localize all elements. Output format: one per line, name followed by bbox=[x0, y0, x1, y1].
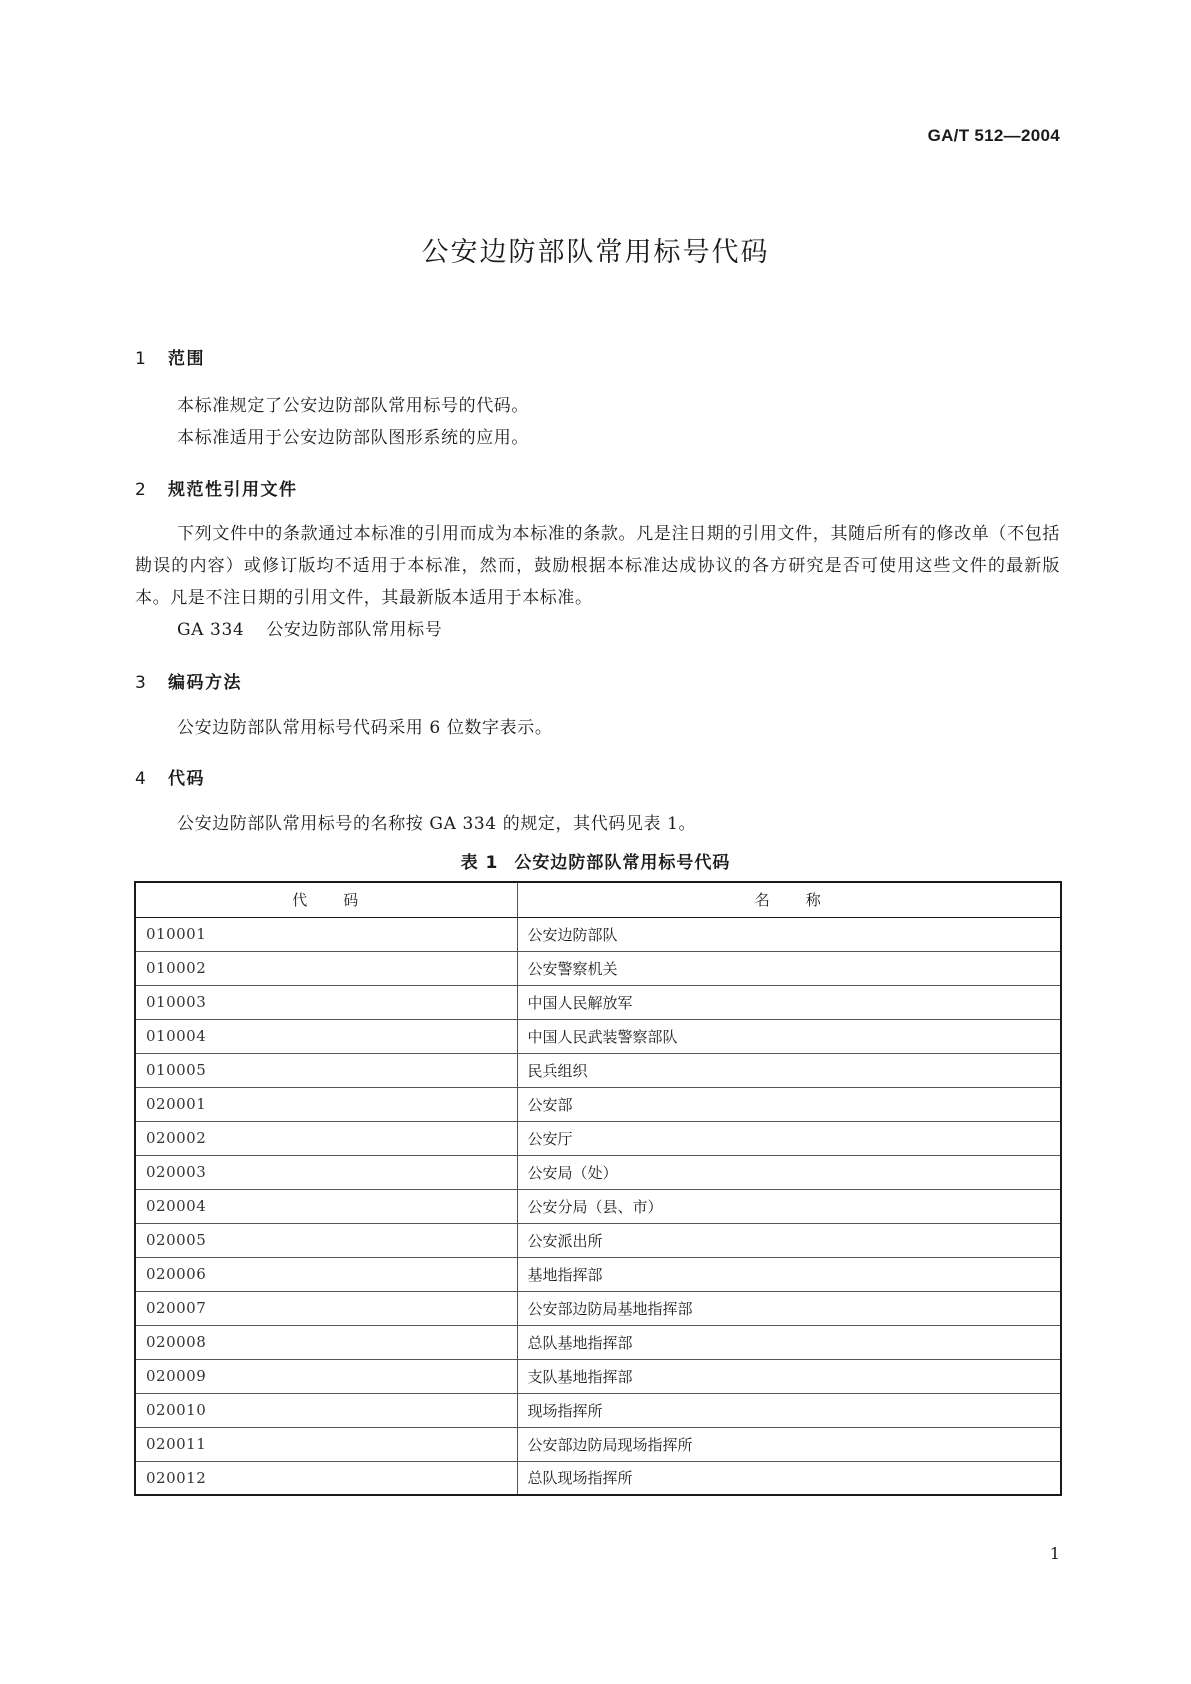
table-row bbox=[135, 1393, 1061, 1427]
reference-title: 公安边防部队常用标号 bbox=[266, 620, 443, 640]
name-cell: 基地指挥部 bbox=[517, 1257, 1061, 1291]
table-row bbox=[135, 1223, 1061, 1257]
table-body bbox=[135, 917, 1061, 1495]
page-number: 1 bbox=[1049, 1544, 1060, 1563]
name-cell: 公安边防部队 bbox=[517, 917, 1061, 951]
table-row bbox=[135, 1087, 1061, 1121]
paragraph: 本标准规定了公安边防部队常用标号的代码。 bbox=[177, 396, 529, 416]
code-cell: 010004 bbox=[135, 1019, 517, 1053]
table-header-row bbox=[135, 882, 1061, 917]
table-row bbox=[135, 951, 1061, 985]
code-cell: 020001 bbox=[135, 1087, 517, 1121]
document-title: 公安边防部队常用标号代码 bbox=[421, 237, 770, 268]
section-4-heading bbox=[135, 764, 205, 789]
name-cell: 公安部边防局基地指挥部 bbox=[517, 1291, 1061, 1325]
standard-number: GA/T 512—2004 bbox=[927, 126, 1060, 145]
section-number: 3 bbox=[135, 673, 148, 693]
name-cell: 中国人民解放军 bbox=[517, 985, 1061, 1019]
name-cell: 总队基地指挥部 bbox=[517, 1325, 1061, 1359]
section-title: 规范性引用文件 bbox=[168, 480, 298, 500]
table-row bbox=[135, 1019, 1061, 1053]
column-header-code: 代 码 bbox=[135, 882, 517, 917]
paragraph: 公安边防部队常用标号的名称按 GA 334 的规定，其代码见表 1。 bbox=[177, 814, 697, 834]
table-row bbox=[135, 1461, 1061, 1495]
section-2-heading bbox=[135, 475, 298, 500]
paragraph: 下列文件中的条款通过本标准的引用而成为本标准的条款。凡是注日期的引用文件，其随后所有的修改单（不包括勘误的内容）或修订版均不适用于本标准，然而，鼓励根据本标准达成协议的各方研究是否可使用这些文件的最新版本。凡是不注日期的引用文件，其最新版本适用于本标准。 bbox=[135, 524, 1060, 608]
name-cell: 中国人民武装警察部队 bbox=[517, 1019, 1061, 1053]
code-table bbox=[134, 881, 1062, 1496]
code-cell: 020010 bbox=[135, 1393, 517, 1427]
code-cell: 010003 bbox=[135, 985, 517, 1019]
table-row bbox=[135, 1359, 1061, 1393]
name-cell: 公安厅 bbox=[517, 1121, 1061, 1155]
table-row bbox=[135, 1325, 1061, 1359]
code-cell: 010005 bbox=[135, 1053, 517, 1087]
section-3-body bbox=[135, 712, 1060, 744]
name-cell: 公安部边防局现场指挥所 bbox=[517, 1427, 1061, 1461]
section-number: 1 bbox=[135, 349, 148, 369]
section-4-body bbox=[135, 808, 1060, 840]
reference-code: GA 334 bbox=[177, 620, 245, 640]
section-2-body bbox=[135, 518, 1060, 646]
name-cell: 公安部 bbox=[517, 1087, 1061, 1121]
section-title: 编码方法 bbox=[168, 673, 242, 693]
code-cell: 020003 bbox=[135, 1155, 517, 1189]
table-row bbox=[135, 1291, 1061, 1325]
table-row bbox=[135, 1427, 1061, 1461]
code-cell: 020011 bbox=[135, 1427, 517, 1461]
section-1-heading bbox=[135, 344, 205, 369]
name-cell: 总队现场指挥所 bbox=[517, 1461, 1061, 1495]
name-cell: 现场指挥所 bbox=[517, 1393, 1061, 1427]
table-caption bbox=[0, 848, 1191, 873]
table-caption-number: 表 1 bbox=[460, 853, 499, 873]
name-cell: 公安派出所 bbox=[517, 1223, 1061, 1257]
code-cell: 020005 bbox=[135, 1223, 517, 1257]
code-cell: 020008 bbox=[135, 1325, 517, 1359]
table-row bbox=[135, 1053, 1061, 1087]
section-number: 4 bbox=[135, 769, 148, 789]
column-header-name: 名 称 bbox=[517, 882, 1061, 917]
code-cell: 020009 bbox=[135, 1359, 517, 1393]
table-row bbox=[135, 985, 1061, 1019]
paragraph: 公安边防部队常用标号代码采用 6 位数字表示。 bbox=[177, 718, 553, 738]
name-cell: 公安警察机关 bbox=[517, 951, 1061, 985]
name-cell: 公安局（处） bbox=[517, 1155, 1061, 1189]
table-row bbox=[135, 1257, 1061, 1291]
table-row bbox=[135, 917, 1061, 951]
name-cell: 公安分局（县、市） bbox=[517, 1189, 1061, 1223]
code-cell: 020006 bbox=[135, 1257, 517, 1291]
table-caption-title: 公安边防部队常用标号代码 bbox=[514, 853, 731, 873]
code-cell: 020012 bbox=[135, 1461, 517, 1495]
name-cell: 民兵组织 bbox=[517, 1053, 1061, 1087]
normative-reference bbox=[135, 614, 1060, 646]
name-cell: 支队基地指挥部 bbox=[517, 1359, 1061, 1393]
table-row bbox=[135, 1121, 1061, 1155]
code-cell: 020007 bbox=[135, 1291, 517, 1325]
paragraph: 本标准适用于公安边防部队图形系统的应用。 bbox=[177, 428, 529, 448]
table-row bbox=[135, 1189, 1061, 1223]
section-title: 范围 bbox=[168, 349, 205, 369]
code-cell: 010001 bbox=[135, 917, 517, 951]
code-cell: 020004 bbox=[135, 1189, 517, 1223]
table-row bbox=[135, 1155, 1061, 1189]
section-title: 代码 bbox=[168, 769, 205, 789]
section-number: 2 bbox=[135, 480, 148, 500]
code-cell: 010002 bbox=[135, 951, 517, 985]
section-3-heading bbox=[135, 668, 242, 693]
section-1-body bbox=[135, 390, 1060, 454]
code-cell: 020002 bbox=[135, 1121, 517, 1155]
